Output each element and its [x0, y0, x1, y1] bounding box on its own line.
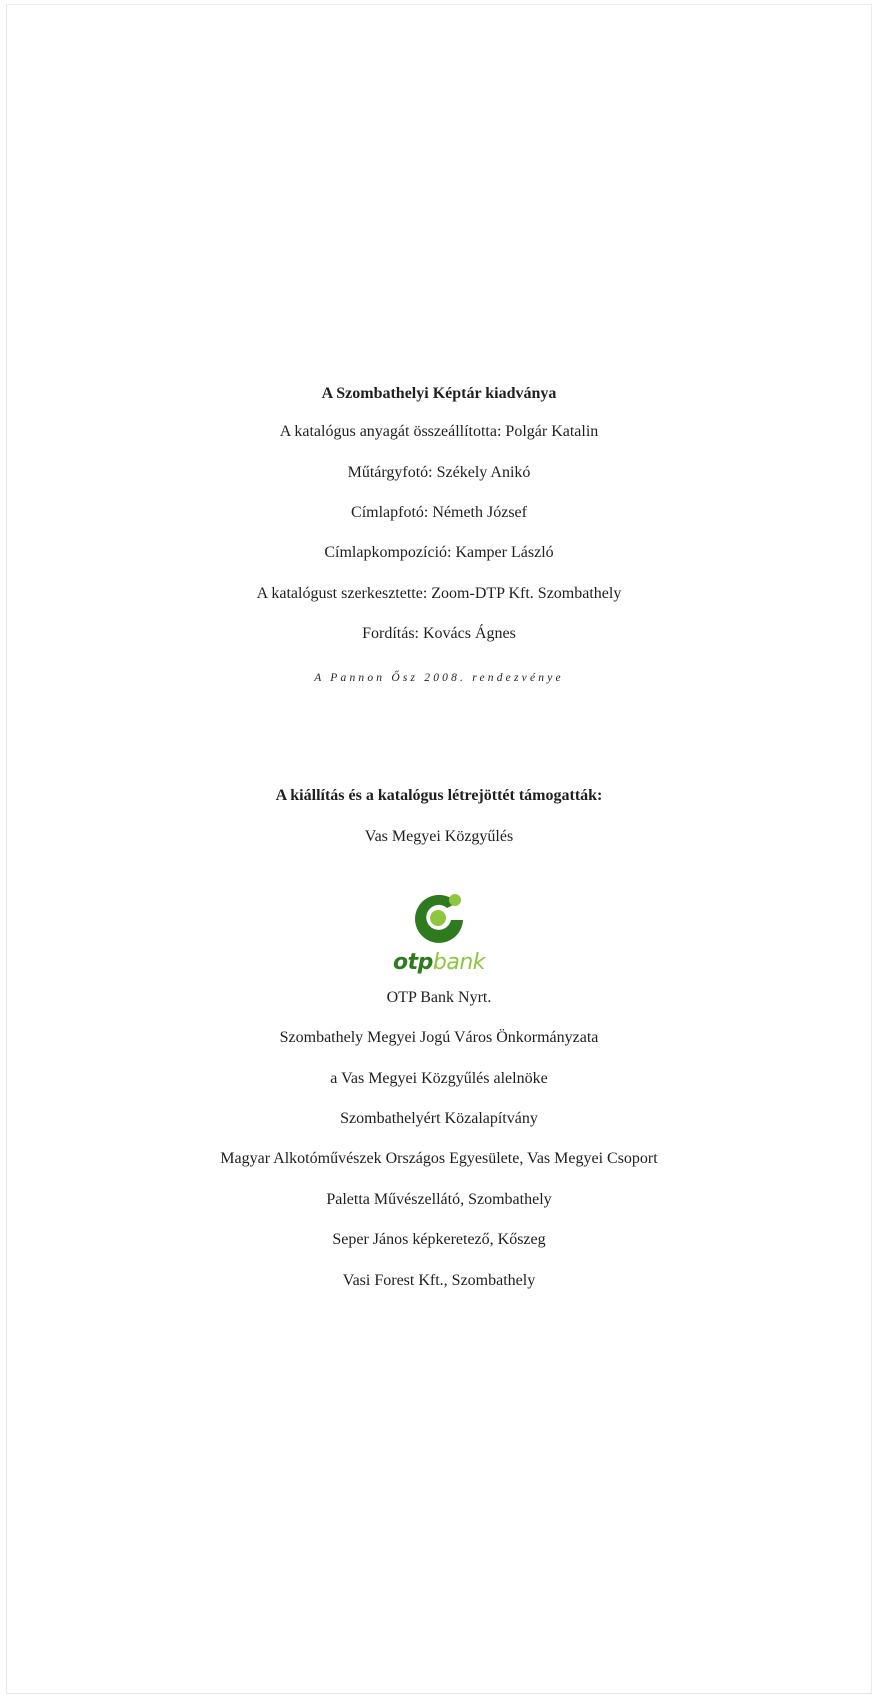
credit-artwork-photo: Műtárgyfotó: Székely Anikó	[347, 464, 531, 481]
event-line: A Pannon Ősz 2008. rendezvénye	[314, 672, 564, 684]
sponsor-frame-maker: Seper János képkeretező, Kőszeg	[332, 1231, 546, 1248]
credit-translation: Fordítás: Kovács Ágnes	[362, 625, 516, 642]
sponsor-vice-president: a Vas Megyei Közgyűlés alelnöke	[330, 1070, 548, 1087]
otp-bank-symbol-icon	[407, 884, 471, 948]
sponsor-city-government: Szombathely Megyei Jogú Város Önkormányzata	[279, 1029, 599, 1046]
credit-cover-photo: Címlapfotó: Németh József	[351, 504, 527, 521]
sponsor-foundation: Szombathelyért Közalapítvány	[340, 1110, 538, 1127]
publisher-title: A Szombathelyi Képtár kiadványa	[321, 385, 557, 402]
sponsors-heading: A kiállítás és a katalógus létrejöttét támogatták:	[275, 787, 603, 804]
credit-editor: A katalógust szerkesztette: Zoom-DTP Kft. Szombathely	[256, 585, 622, 602]
sponsor-paletta: Paletta Művészellátó, Szombathely	[326, 1191, 552, 1208]
credit-compiler: A katalógus anyagát összeállította: Polgár Katalin	[279, 423, 599, 440]
wordmark-bank: bank	[432, 950, 486, 975]
page-sheet	[6, 4, 872, 1694]
sponsor-vasi-forest: Vasi Forest Kft., Szombathely	[342, 1272, 536, 1289]
sponsor-artists-association: Magyar Alkotóművészek Országos Egyesülete, Vas Megyei Csoport	[220, 1150, 658, 1167]
wordmark-otp: otp	[392, 950, 433, 975]
sponsor-county-assembly: Vas Megyei Közgyűlés	[364, 828, 514, 845]
sponsor-otp-bank: OTP Bank Nyrt.	[386, 989, 492, 1006]
credit-cover-composition: Címlapkompozíció: Kamper László	[324, 544, 554, 561]
otp-bank-wordmark	[0, 950, 878, 976]
